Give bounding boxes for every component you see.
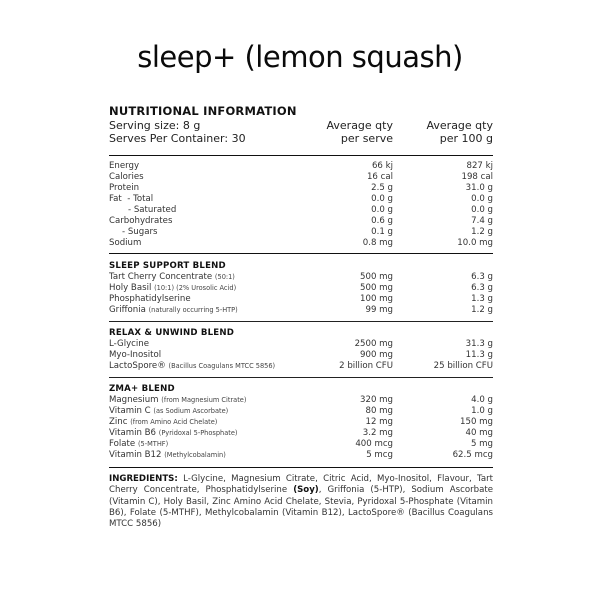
table-row: [109, 272, 493, 283]
divider: [109, 321, 493, 322]
per-serve-value: 400 mcg: [355, 439, 393, 449]
serving-row-2: [109, 132, 493, 145]
sleep-support-blend: [109, 261, 493, 316]
divider: [109, 253, 493, 254]
per-100g-value: 25 billion CFU: [433, 361, 493, 371]
ingredients-label: INGREDIENTS:: [109, 474, 178, 484]
row-label: Fat - Total: [109, 194, 154, 204]
divider: [109, 467, 493, 468]
per-100g-value: 31.0 g: [465, 183, 493, 193]
per-serve-value: 100 mg: [360, 294, 393, 304]
serving-size: Serving size: 8 g: [109, 119, 201, 132]
table-row: [109, 216, 493, 227]
row-label: Tart Cherry Concentrate (50:1): [109, 272, 235, 282]
ingredients-list: [109, 474, 493, 530]
per-serve-value: 0.0 g: [371, 194, 393, 204]
table-row: [109, 417, 493, 428]
row-label: Magnesium (from Magnesium Citrate): [109, 395, 247, 405]
divider: [109, 155, 493, 156]
table-row: [109, 395, 493, 406]
table-row: [109, 283, 493, 294]
table-row: [109, 361, 493, 372]
per-serve-value: 5 mcg: [366, 450, 393, 460]
table-row: [109, 428, 493, 439]
row-label: Protein: [109, 183, 140, 193]
per-serve-value: 500 mg: [360, 283, 393, 293]
per-100g-value: 198 cal: [461, 172, 493, 182]
table-row: [109, 205, 493, 216]
blend-heading: RELAX & UNWIND BLEND: [109, 328, 235, 338]
per-100g-value: 10.0 mg: [457, 238, 493, 248]
per-100g-value: 1.2 g: [471, 227, 493, 237]
per-serve-value: 66 kj: [371, 161, 393, 171]
per-100g-value: 40 mg: [465, 428, 493, 438]
per-serve-value: 2 billion CFU: [339, 361, 393, 371]
ingredients-text: L-Glycine, Magnesium Citrate, Citric Acid, Myo-Inositol, Flavour, Tart Cherry Concentrate, Phosphatidylserine: [109, 474, 493, 496]
row-label: Phosphatidylserine: [109, 294, 191, 304]
blend-heading: ZMA+ BLEND: [109, 384, 175, 394]
row-label: Vitamin B12 (Methylcobalamin): [109, 450, 226, 460]
row-label: Folate (5-MTHF): [109, 439, 169, 449]
per-100g-value: 11.3 g: [465, 350, 493, 360]
table-row: [109, 194, 493, 205]
per-100g-value: 6.3 g: [471, 272, 493, 282]
table-row: [109, 294, 493, 305]
per-100g-value: 4.0 g: [471, 395, 493, 405]
per-100g-value: 6.3 g: [471, 283, 493, 293]
relax-unwind-blend: [109, 328, 493, 372]
divider: [109, 377, 493, 378]
col-header-per-serve-1: Average qty: [326, 119, 393, 132]
per-serve-value: 16 cal: [366, 172, 393, 182]
row-label: L-Glycine: [109, 339, 150, 349]
per-serve-value: 2500 mg: [354, 339, 393, 349]
row-label: Vitamin B6 (Pyridoxal 5-Phosphate): [109, 428, 238, 438]
table-row: [109, 238, 493, 249]
serves-per-container: Serves Per Container: 30: [109, 132, 246, 145]
row-label: LactoSpore® (Bacillus Coagulans MTCC 5856): [109, 361, 276, 371]
col-header-per-serve-2: per serve: [340, 132, 393, 145]
per-serve-value: 0.6 g: [371, 216, 393, 226]
per-100g-value: 5 mg: [470, 439, 493, 449]
serving-row-1: [109, 119, 493, 132]
table-row: [109, 406, 493, 417]
row-label: Myo-Inositol: [109, 350, 162, 360]
col-header-per-100g-2: per 100 g: [439, 132, 493, 145]
table-row: [109, 183, 493, 194]
per-100g-value: 1.3 g: [471, 294, 493, 304]
table-row: [109, 227, 493, 238]
row-label: Calories: [109, 172, 144, 182]
per-serve-value: 320 mg: [360, 395, 393, 405]
per-100g-value: 1.0 g: [471, 406, 493, 416]
table-row: [109, 161, 493, 172]
table-row: [109, 305, 493, 316]
per-serve-value: 2.5 g: [371, 183, 393, 193]
row-label: Energy: [109, 161, 140, 171]
table-row: [109, 350, 493, 361]
per-100g-value: 7.4 g: [471, 216, 493, 226]
col-header-per-100g-1: Average qty: [426, 119, 493, 132]
row-label: Sodium: [109, 238, 142, 248]
allergen-soy: (Soy): [293, 485, 319, 496]
per-100g-value: 827 kj: [466, 161, 493, 171]
row-label: Vitamin C (as Sodium Ascorbate): [109, 406, 229, 416]
per-100g-value: 0.0 g: [471, 194, 493, 204]
table-row: [109, 439, 493, 450]
row-label: - Sugars: [122, 227, 158, 237]
per-serve-value: 0.8 mg: [362, 238, 393, 248]
row-label: - Saturated: [128, 205, 177, 215]
nutrition-table: [109, 161, 493, 249]
ingredients-text: , Griffonia (5-HTP), Sodium Ascorbate (Vitamin C), Holy Basil, Zinc Amino Acid Chelate, Stevia, Pyridoxal 5-Phosphate (Vitamin B6), Folate (5-MTHF), Methylcobalamin (Vitamin B12), LactoSpore® (Bacillus Coagulans MTCC 5856): [109, 485, 493, 530]
per-serve-value: 80 mg: [365, 406, 393, 416]
row-label: Griffonia (naturally occurring 5-HTP): [109, 305, 238, 315]
per-serve-value: 12 mg: [365, 417, 393, 427]
blend-heading: SLEEP SUPPORT BLEND: [109, 261, 226, 271]
table-row: [109, 172, 493, 183]
table-row: [109, 339, 493, 350]
per-100g-value: 31.3 g: [465, 339, 493, 349]
row-label: Holy Basil (10:1) (2% Urosolic Acid): [109, 283, 237, 293]
per-serve-value: 3.2 mg: [362, 428, 393, 438]
product-title: sleep+ (lemon squash): [137, 40, 463, 74]
per-100g-value: 0.0 g: [471, 205, 493, 215]
per-100g-value: 62.5 mcg: [452, 450, 493, 460]
per-serve-value: 0.0 g: [371, 205, 393, 215]
nutrition-panel: [109, 104, 493, 530]
per-serve-value: 0.1 g: [371, 227, 393, 237]
per-serve-value: 900 mg: [360, 350, 393, 360]
row-label: Zinc (from Amino Acid Chelate): [109, 417, 218, 427]
per-100g-value: 1.2 g: [471, 305, 493, 315]
nutrition-heading: NUTRITIONAL INFORMATION: [109, 104, 297, 118]
row-label: Carbohydrates: [109, 216, 173, 226]
per-serve-value: 99 mg: [365, 305, 393, 315]
zma-blend: [109, 384, 493, 461]
per-100g-value: 150 mg: [460, 417, 493, 427]
per-serve-value: 500 mg: [360, 272, 393, 282]
table-row: [109, 450, 493, 461]
